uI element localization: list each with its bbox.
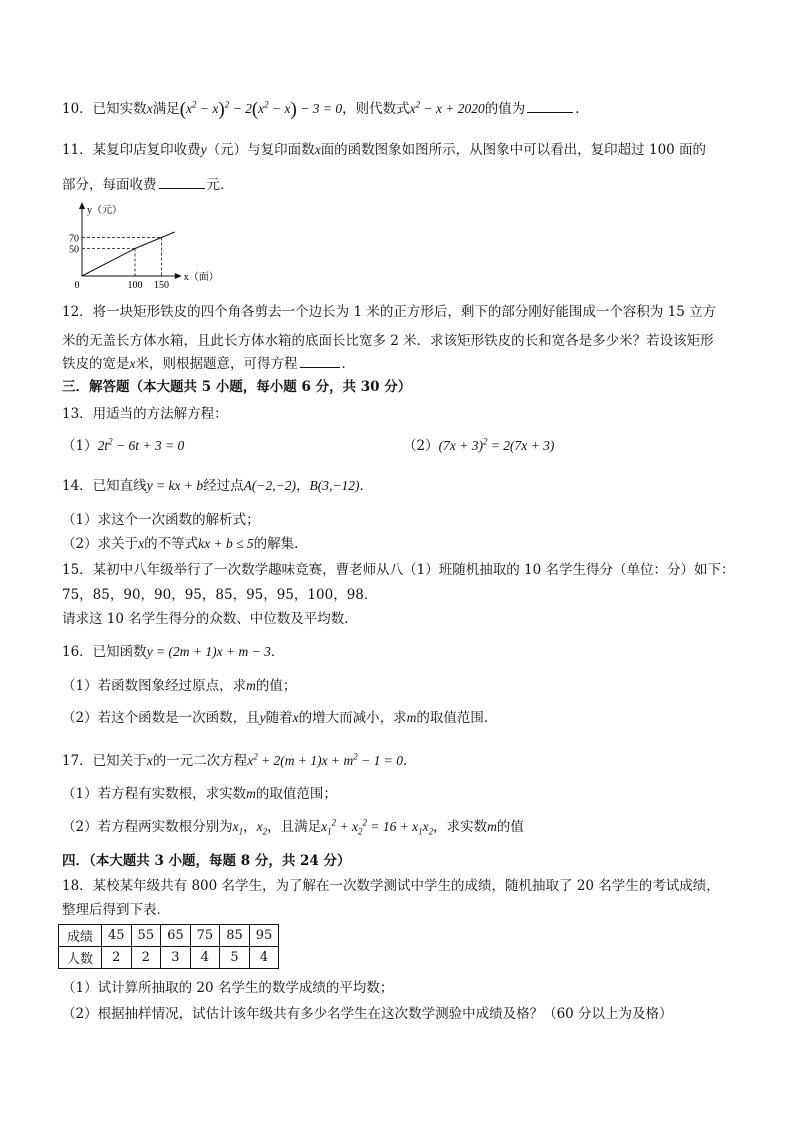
table-cell: 45 xyxy=(102,925,132,947)
q12-text-b: 米，则根据题意，可得方程 xyxy=(135,356,298,372)
q17-part1: （1）若方程有实数根，求实数m的取值范围； xyxy=(62,786,337,802)
q14-part2: （2）求关于x的不等式kx + b ≤ 5的解集． xyxy=(62,536,308,552)
question-13: 13．用适当的方法解方程： xyxy=(62,406,228,422)
section-4-heading: 四．（本大题共 3 小题，每题 8 分，共 24 分） xyxy=(62,853,351,869)
q14-part1: （1）求这个一次函数的解析式； xyxy=(62,512,260,528)
q11-function-graph xyxy=(62,200,222,290)
x-tick-label: 0 xyxy=(74,280,80,290)
q11-var-y: y xyxy=(200,142,207,157)
q10-answer-blank[interactable] xyxy=(527,100,573,113)
q11-text-b: （元）与复印面数 xyxy=(206,142,315,158)
x-tick-label: 100 xyxy=(127,280,143,290)
q18-part1: （1）试计算所抽取的 20 名学生的数学成绩的平均数； xyxy=(62,980,394,996)
question-17: 17．已知关于x的一元二次方程$x^2 + 2(m + 1)x + m^2 - 1 = 0$． xyxy=(62,751,417,769)
question-11 xyxy=(62,141,706,159)
y-axis-label: y（元） xyxy=(87,205,122,216)
question-15-line3: 请求这 10 名学生得分的众数、中位数及平均数． xyxy=(62,611,358,627)
y-axis-arrow xyxy=(79,202,85,209)
q16-part1: （1）若函数图象经过原点，求m的值； xyxy=(62,678,297,694)
table-cell: 2 xyxy=(102,947,132,969)
question-14: 14．已知直线y = kx + b经过点A(−2,−2)，B(3,−12)． xyxy=(62,478,373,494)
table-cell: 75 xyxy=(190,925,220,947)
table-cell: 95 xyxy=(249,925,279,947)
question-18-line1: 18．某校某年级共有 800 名学生，为了解在一次数学测试中学生的成绩，随机抽取了 20 名学生的考试成绩， xyxy=(62,878,720,894)
q13-part1: $(1)2t^2 - 6t + 3 = 0$ xyxy=(62,436,185,454)
table-cell: 4 xyxy=(249,947,279,969)
q12-text-c: ． xyxy=(341,356,355,372)
question-12-line1: 12．将一块矩形铁皮的四个角各剪去一个边长为 1 米的正方形后，剩下的部分刚好能围成一个容积为 15 立方 xyxy=(62,304,717,320)
q12-text-a: 铁皮的宽是 xyxy=(62,356,130,372)
section-3-heading: 三．解答题（本大题共 5 小题，每小题 6 分，共 30 分） xyxy=(62,379,412,395)
question-11-line2 xyxy=(62,176,234,194)
q13-part2: $(2)(7x + 3)^2 = 2(7x + 3)$ xyxy=(403,436,555,454)
question-12-line3 xyxy=(62,355,355,373)
q18-part2: （2）根据抽样情况，试估计该年级共有多少名学生在这次数学测验中成绩及格？（60 分以上为及格） xyxy=(62,1006,673,1022)
table-cell: 3 xyxy=(161,947,191,969)
q16-part2: （2）若这个函数是一次函数，且y随着x的增大而减小，求m的取值范围． xyxy=(62,710,498,726)
q10-prefix: 10．已知实数 xyxy=(62,101,147,117)
table-row xyxy=(59,947,279,969)
x-axis-label: x（面） xyxy=(183,272,219,283)
q17-part2: （2）若方程两实数根分别为$x_1$，$x_2$，且满足$x_1^2 + x_2^2 = 16 + x_1x_2$，求实数m的值 xyxy=(62,817,524,837)
q12-answer-blank[interactable] xyxy=(300,355,340,368)
q11-var-x: x xyxy=(314,142,321,157)
table-cell: 5 xyxy=(220,947,250,969)
q12-var: x xyxy=(129,356,136,371)
question-18-line2: 整理后得到下表． xyxy=(62,902,170,918)
score-table xyxy=(58,924,279,969)
question-12-line2: 米的无盖长方体水箱，且此长方体水箱的底面长比宽多 2 米．求该矩形铁皮的长和宽各是多少米？若设该矩形 xyxy=(62,333,714,349)
q11-text-e: 元． xyxy=(206,177,234,193)
x-axis-arrow xyxy=(175,273,182,279)
question-15-line2: 75，85，90，90，95，85，95，95，100，98． xyxy=(62,587,378,603)
q11-text-a: 11．某复印店复印收费 xyxy=(62,142,201,158)
question-16: 16．已知函数y = (2m + 1)x + m − 3． xyxy=(62,644,285,660)
q11-text-c: 面的函数图象如图所示，从图象中可以看出，复印超过 100 面的 xyxy=(320,142,707,158)
table-cell: 人数 xyxy=(59,947,102,969)
y-tick-label: 50 xyxy=(69,244,79,256)
y-tick-label: 70 xyxy=(69,233,79,245)
question-10: 10．已知实数x满足$(x^2 - x)^2 - 2(x^2 - x) - 3 = 0$，则代数式$x^2 - x + 2020$的值为 ． xyxy=(62,99,589,120)
q11-text-d: 部分，每面收费 xyxy=(62,177,157,193)
table-cell: 2 xyxy=(131,947,161,969)
x-tick-label: 150 xyxy=(154,280,169,290)
table-cell: 4 xyxy=(190,947,220,969)
q10-equation: $(x^2 - x)^2 - 2(x^2 - x) - 3 = 0$ xyxy=(179,99,343,120)
q10-var: x xyxy=(146,101,153,116)
q10-expr: $x^2 - x + 2020$ xyxy=(409,99,485,116)
q10-suffix: 的值为 xyxy=(484,101,526,117)
q10-mid: 满足 xyxy=(152,101,180,117)
q10-after: ，则代数式 xyxy=(342,101,410,117)
table-cell: 55 xyxy=(131,925,161,947)
table-cell: 65 xyxy=(161,925,191,947)
table-row xyxy=(59,925,279,947)
function-line xyxy=(82,232,175,276)
table-cell: 85 xyxy=(220,925,250,947)
table-cell: 成绩 xyxy=(59,925,102,947)
question-15-line1: 15．某初中八年级举行了一次数学趣味竞赛，曹老师从八（1）班随机抽取的 10 名学生得分（单位：分）如下： xyxy=(62,562,735,578)
q11-answer-blank[interactable] xyxy=(159,176,205,189)
